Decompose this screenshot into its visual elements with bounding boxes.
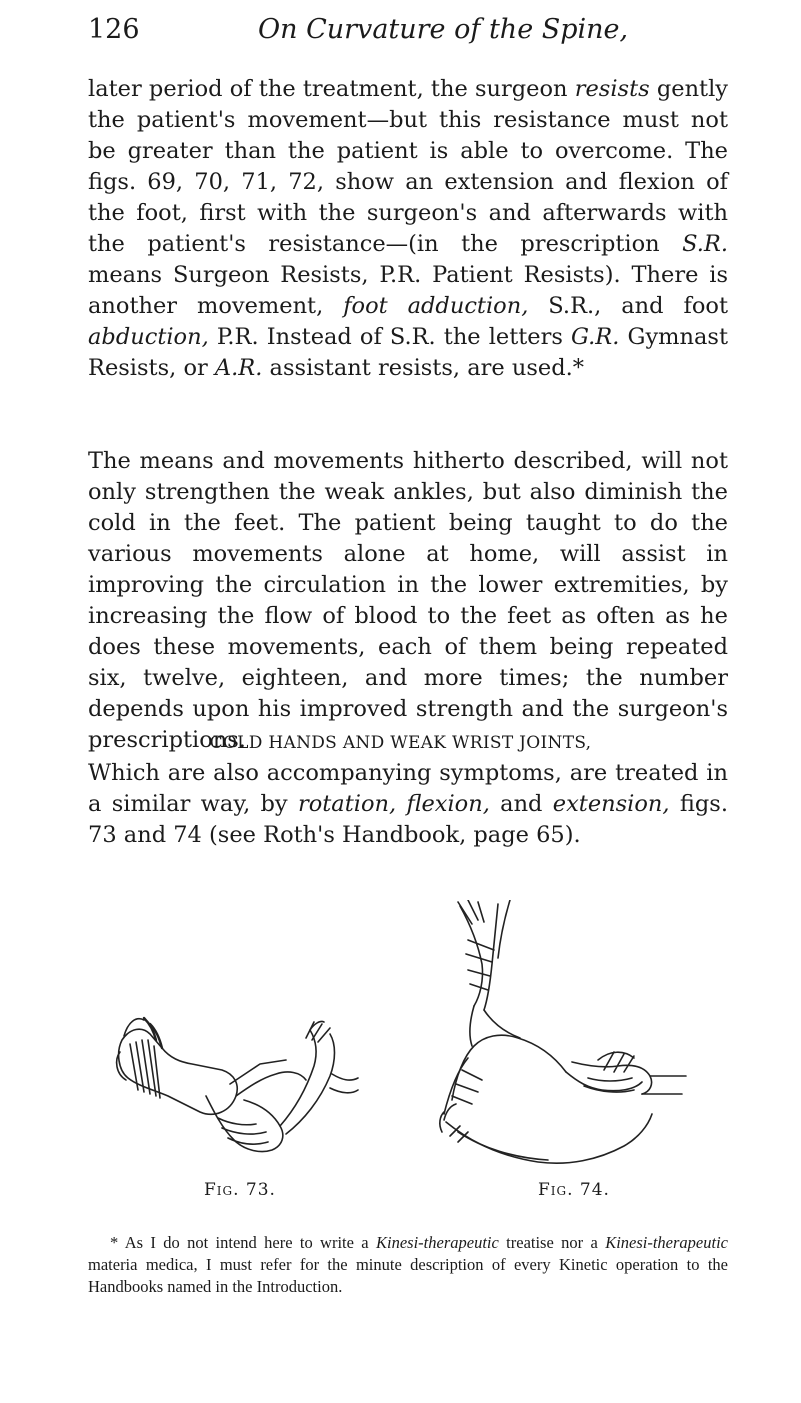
emphasis: resists [574,76,650,102]
emphasis: rotation, flexion, [297,791,490,817]
page-number: 126 [88,14,140,45]
text-run: gently the patient's movement—but this resistance must not be greater than the patient is able to overcome. The figs. 69, 70, 71, 72, show an extension and flexion of the foot, first with the surgeon's and afterwards with the patient's resistance—(in the prescription [88,76,729,257]
emphasis: foot adduction, [343,293,529,319]
paragraph-resistance [88,74,728,384]
emphasis: A.R. [214,355,263,381]
emphasis: extension, [552,791,670,817]
paragraph-wrist [88,758,728,851]
text-run: and [489,791,553,817]
text-run: means Surgeon Resists, P.R. Patient Resists). There is another movement, [88,262,728,319]
text-run: materia medica, I must refer for the minute description of every Kinetic operation to the Handbooks named in the Introduction. [88,1255,728,1296]
text-run: P.R. Instead of S.R. the letters [208,324,571,350]
figure-73-caption: Fig. 73. [204,1180,276,1200]
emphasis: G.R. [570,324,620,350]
text-run: figs. 73 and 74 (see Roth's Handbook, page 65). [88,791,728,848]
running-title: On Curvature of the Spine, [258,14,629,45]
emphasis: abduction, [88,324,209,350]
text-run: later period of the treatment, the surgeon [88,76,575,102]
emphasis: S.R. [682,231,728,257]
page-header [88,14,728,54]
text-run: Which are also accompanying symptoms, are treated in a similar way, by [88,760,728,817]
paragraph-circulation: The means and movements hitherto described, will not only strengthen the weak ankles, but also diminish the cold in the feet. The patient being taught to do the various movements alone at home, will assist in improving the circulation in the lower extremities, by increasing the flow of blood to the feet as often as he does these movements, each of them being repeated six, twelve, eighteen, and more times; the number depends upon his improved strength and the surgeon's prescriptions. [88,448,728,753]
section-heading: COLD HANDS AND WEAK WRIST JOINTS, [209,733,592,753]
text-run: Gymnast Resists, or [88,324,728,381]
text-run: assistant resists, are used.* [262,355,584,381]
emphasis: Kinesi-therapeutic [376,1233,499,1252]
text-run: * As I do not intend here to write a [110,1233,376,1252]
text-run: S.R., and foot [528,293,728,319]
figure-74-caption: Fig. 74. [538,1180,610,1200]
figure-73-illustration [110,1000,360,1170]
text-run: treatise nor a [498,1233,606,1252]
figure-74-illustration [438,900,688,1170]
footnote [88,1232,728,1298]
emphasis: Kinesi-therapeutic [605,1233,728,1252]
